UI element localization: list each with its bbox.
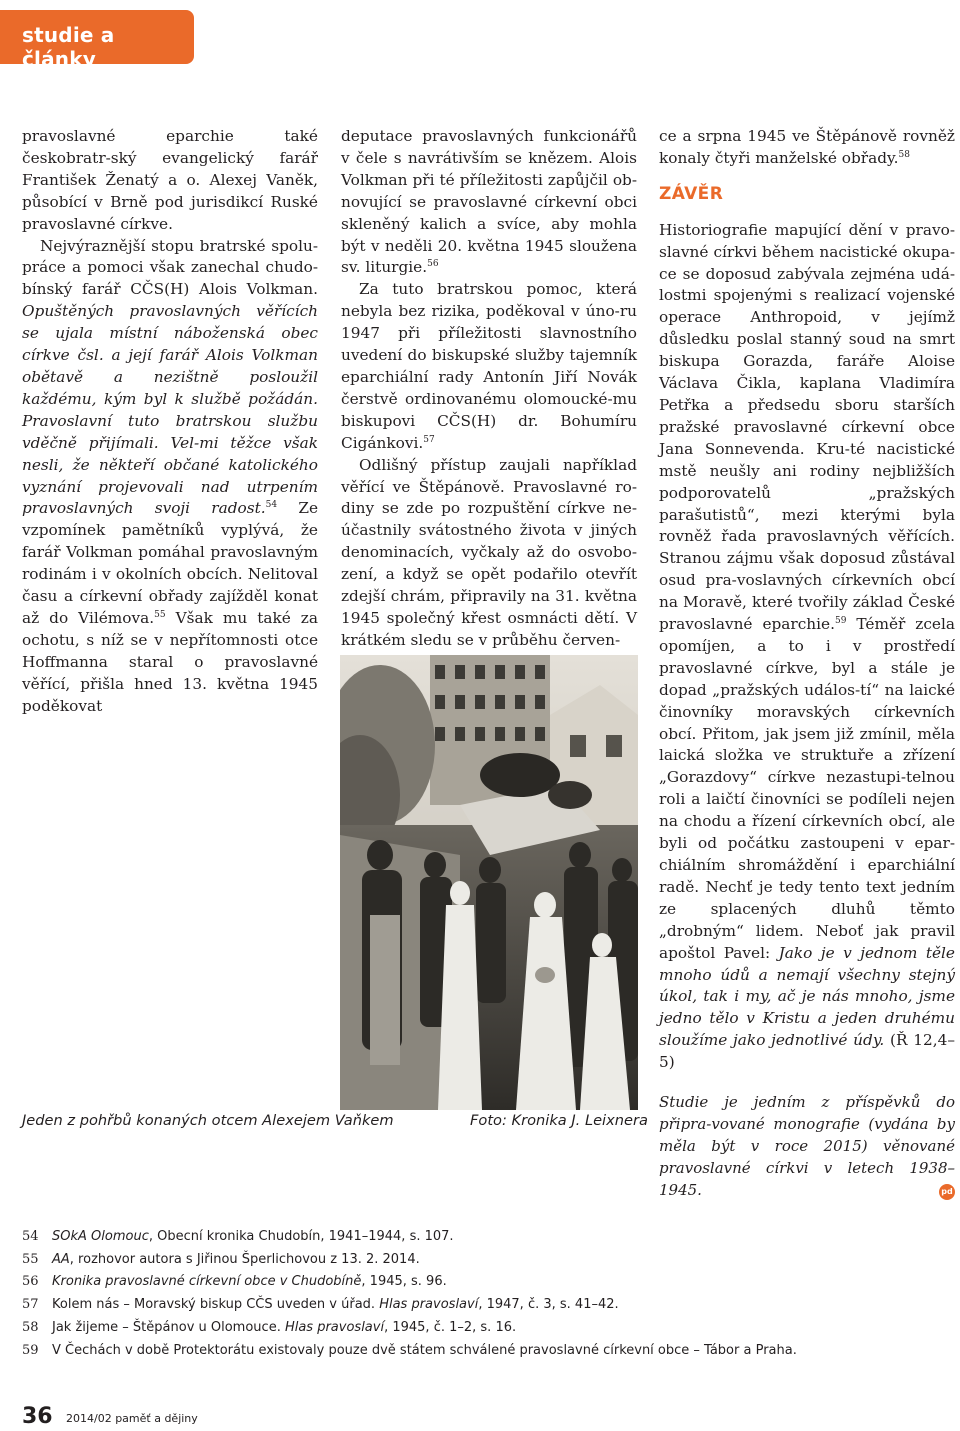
text-column-2 [341, 126, 637, 652]
footnote: 58 Jak žijeme – Štěpánov u Olomouce. Hlas pravoslaví, 1945, č. 1–2, s. 16. [22, 1319, 517, 1335]
text-column-3 [659, 126, 955, 1202]
photo-illustration [340, 655, 638, 1110]
photo-credit: Foto: Kronika J. Leixnera [470, 1112, 648, 1129]
paragraph: Za tuto bratrskou pomoc, která nebyla bez rizika, poděkoval v úno-ru 1947 při příležitosti slavnostního uvedení do biskupské služby tajemník eparchiální rady Antonín Jiří Novák čerstvě ordinovanému olomoucké-mu biskupovi CČS(H) dr. Bohumíru Cigánkovi.$^{57}$ [341, 280, 637, 452]
footnote: 54 SOkA Olomouc, Obecní kronika Chudobín, 1941–1944, s. 107. [22, 1229, 454, 1244]
footnote-ref[interactable]: 54 [265, 500, 278, 511]
quote-italic: Opuštěných pravoslavných věřících se ujala místní náboženská obec církve čsl. a její farář Alois Volkman obětavě a nezištně posloužil každému, kým byl k službě požádán. Pravoslavní tuto bratrskou službu vděčně přijímali. Vel-mi těžce však nesli, že někteří občané katolického vyznání projevovali nad utrpením pravoslavných svoji radost. [22, 302, 318, 518]
paragraph: Odlišný přístup zaujali například věřící ve Štěpánově. Pravoslavné ro-diny se zde po rozpuštění církve ne-účastnily svátostného života v jiných denominacích, vyčkaly až do osvobo-zení, a když se opět podařilo otevřít zdejší chrám, připravily na 31. května 1945 společný křest osmnácti dětí. V krátkém sledu se v průběhu červen- [341, 455, 637, 649]
section-label: studie a články [22, 23, 115, 71]
photo-caption: Jeden z pohřbů konaných otcem Alexejem Vaňkem [22, 1112, 394, 1129]
footnote: 56 Kronika pravoslavné církevní obce v Chudobíně, 1945, s. 96. [22, 1274, 447, 1290]
paragraph: pravoslavné eparchie také českobratr-ský evangelický farář František Ženatý a o. Alexej Vaněk, působící v Brně pod jurisdikcí Ruské pravoslavné církve. [22, 127, 318, 233]
footnote-ref[interactable]: 56 [427, 259, 439, 270]
bible-quote: Jako je v jednom těle mnoho údů a nemají všechny stejný úkol, tak i my, ač je nás mnoho, jsme jedno tělo v Kristu a jeden druhému sloužíme jako jednotlivé údy. [659, 943, 955, 1050]
section-heading: ZÁVĚR [659, 183, 724, 204]
footnote-ref[interactable]: 57 [423, 434, 435, 445]
footnote: 59 V Čechách v době Protektorátu existovaly pouze dvě státem schválené pravoslavné církevní obce – Tábor a Praha. [22, 1342, 797, 1358]
paragraph: Nejvýraznější stopu bratrské spolu-práce a pomoci však zanechal chudo-bínský farář CČS(H) Alois Volkman. Opuštěných pravoslavných věřících se ujala místní náboženská obec církve čsl. a její farář Alois Volkman obětavě a nezištně posloužil každému, kým byl k službě požádán. Pravoslavní tuto bratrskou službu vděčně přijímali. Vel-mi těžce však nesli, že někteří občané katolického vyznání projevovali nad utrpením pravoslavných svoji radost.$^{54}$ Ze vzpomínek pamětníků vyplývá, že farář Volkman pomáhal pravoslavným rodinám i v okolních obcích. Nelitoval času a církevní obřady zajížděl konat až do Vilémova.$^{55}$ Však mu také za ochotu, s níž se v nepřítomnosti otce Hoffmanna staral o pravoslavné věřící, přišla hned 13. května 1945 poděkovat [22, 236, 318, 715]
footnote-ref[interactable]: 55 [154, 609, 166, 620]
section-tab [0, 10, 194, 71]
footnote-ref[interactable]: 59 [834, 616, 847, 627]
footnote: 55 AA, rozhovor autora s Jiřinou Šperlichovou z 13. 2. 2014. [22, 1251, 420, 1267]
journal-issue: 2014/02 paměť a dějiny [66, 1412, 198, 1425]
quote-reference: (Ř 12,4–5) [659, 1031, 955, 1072]
study-note: Studie je jedním z příspěvků do připra-vované monografie (vydána by měla být v roce 2015) věnované pravoslavné církvi v letech 1938–1945. pd [659, 1093, 955, 1199]
page-number: 36 [22, 1404, 53, 1429]
paragraph: Historiografie mapující dění v pravo-slavné církvi během nacistické okupa-ce se doposud zabývala zejména udá-lostmi spojenými s realizací vojenské operace Anthropoid, v jejímž důsledku poslal stanný soud na smrt biskupa Gorazda, faráře Aloise Václava Čikla, kaplana Vladimíra Petřka a předsedu sboru starších pražské pravoslavné církevní obce Jana Sonnevenda. Kru-té nacistické mstě neušly ani rodiny nejbližších podporovatelů „pražských parašutistů“, mezi kterými byla rovněž řada pravoslavných věřících. Stranou zájmu však doposud zůstával osud pra-voslavných církevních obcí na Moravě, které tvořily základ České pravoslavné eparchie.$^{59}$ Téměř zcela opomíjen, a to i v prostředí pravoslavné církve, byl a stále je dopad „pražských událos-tí“ na laické činovníky moravských církevních obcí. Přitom, jak jsem již zmínil, měla laická složka ve struktuře a zřízení „Gorazdovy“ církve nezastupi-telnou roli a laičtí činovníci se podíleli nejen na chodu a řízení církevních obcí, ale byli od počátku zastoupeni v epar-chiálním shromáždění i eparchiální radě. Nechť je tedy tento text jedním ze splacených dluhů těmto „drobným“ lidem. Neboť jak pravil apoštol Pavel: Jako je v jednom těle mnoho údů a nemají všechny stejný úkol, tak i my, ač je nás mnoho, jsme jedno tělo v Kristu a jeden druhému sloužíme jako jednotlivé údy. (Ř 12,4–5) [659, 220, 955, 1072]
text-column-1 [22, 126, 318, 717]
footnote: 57 Kolem nás – Moravský biskup CČS uveden v úřad. Hlas pravoslaví, 1947, č. 3, s. 41–42. [22, 1297, 619, 1313]
pd-badge-icon: pd [939, 1184, 955, 1200]
paragraph: deputace pravoslavných funkcionářů v čele s navrátivším se knězem. Alois Volkman při té příležitosti zapůjčil ob-novující se pravoslavné církevní obci skleněný kalich a svíce, aby mohla být v neděli 20. května 1945 sloužena sv. liturgie.$^{56}$ [341, 127, 637, 277]
paragraph: ce a srpna 1945 ve Štěpánově rovněž konaly čtyři manželské obřady.$^{58}$ [659, 127, 955, 167]
footnote-ref[interactable]: 58 [898, 149, 910, 160]
funeral-photo [340, 655, 638, 1110]
footnotes [22, 1226, 932, 1362]
